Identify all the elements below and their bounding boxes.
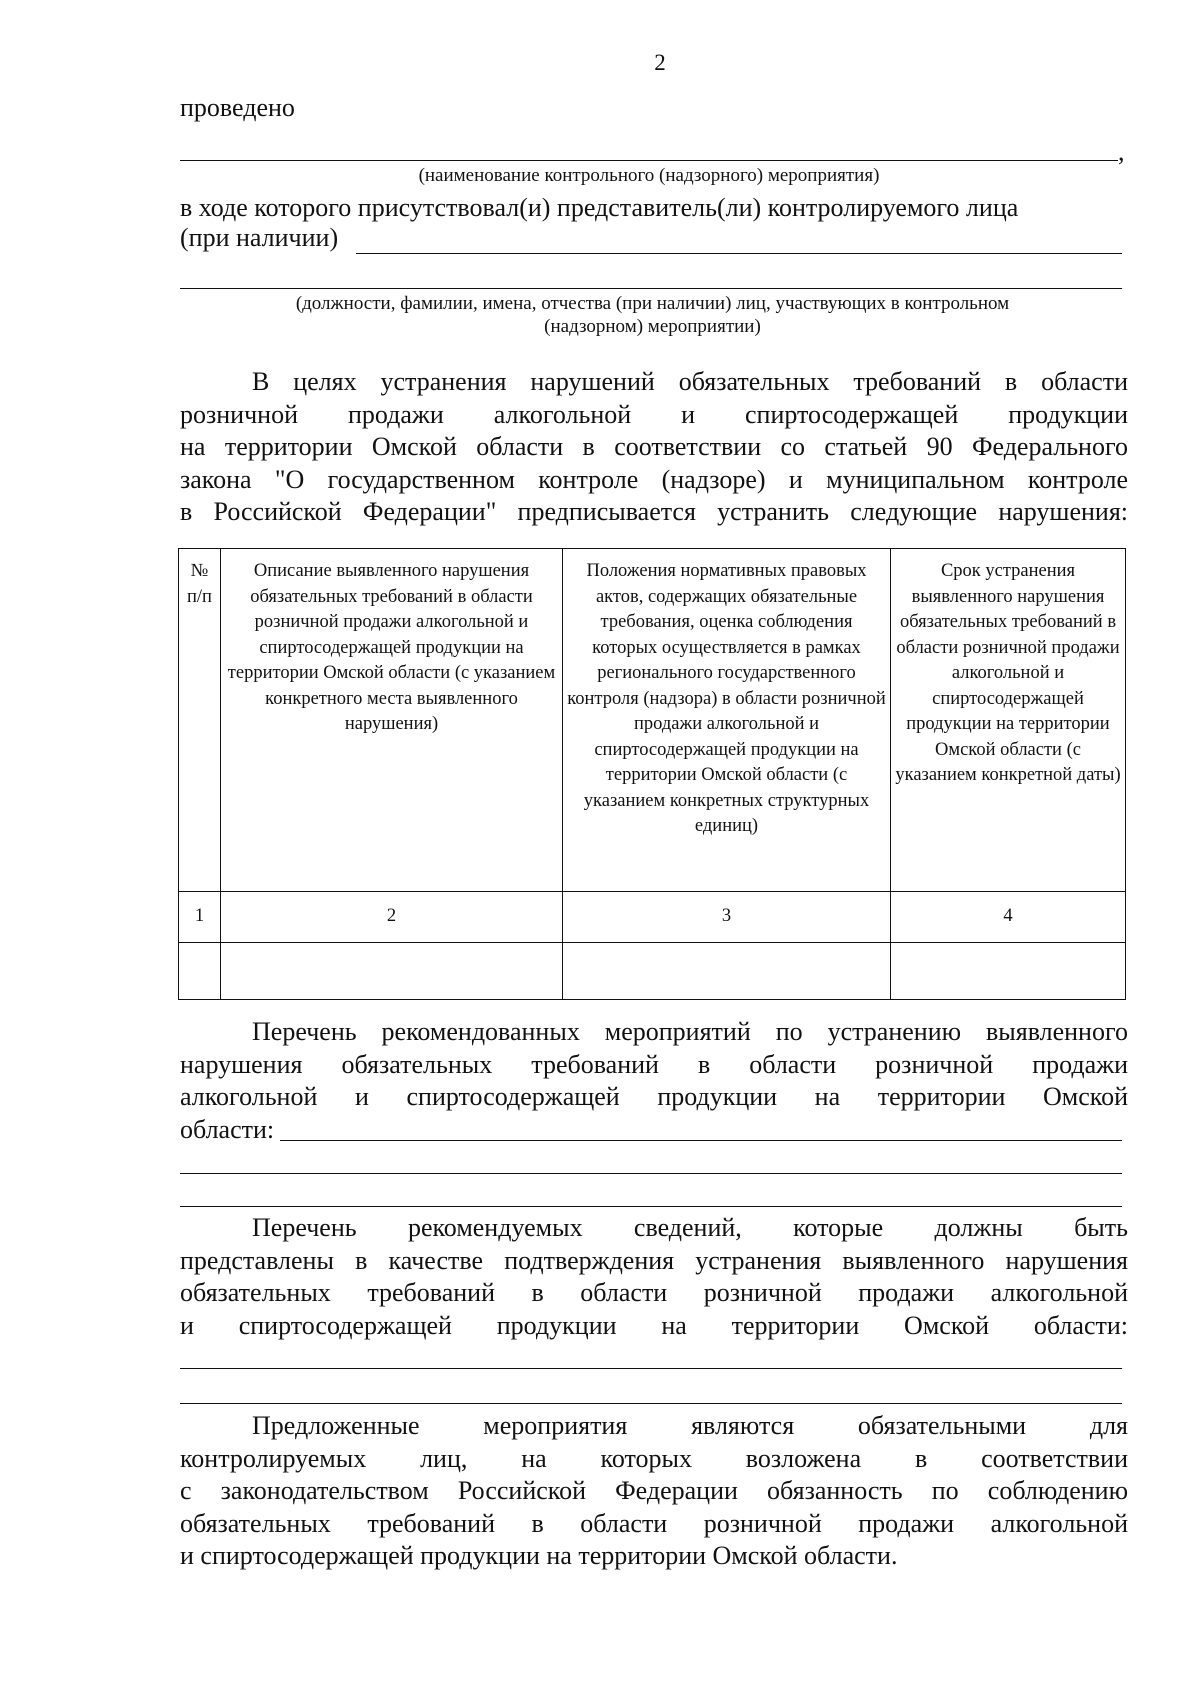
recommended-measures-paragraph xyxy=(180,1016,1128,1146)
final-line: и спиртосодержащей продукции на территории Омской области. xyxy=(180,1541,898,1570)
measures-line: области: xyxy=(180,1114,275,1144)
presence-text-line2: (при наличии) xyxy=(180,223,339,252)
table-row xyxy=(179,943,1126,1000)
info-line: и спиртосодержащей продукции на территории Омской области: xyxy=(180,1310,1128,1340)
prescription-line: розничной продажи алкогольной и спиртосодержащей продукции xyxy=(180,399,1128,429)
event-caption: (наименование контрольного (надзорного) мероприятия) xyxy=(418,165,880,186)
final-line: Предложенные мероприятия являются обязательными для xyxy=(252,1411,1128,1440)
table-header-row xyxy=(179,549,1126,892)
info-blank-line xyxy=(180,1368,1122,1369)
final-line: с законодательством Российской Федерации обязанность по соблюдению xyxy=(180,1476,1128,1505)
prescription-paragraph xyxy=(180,366,1128,529)
measures-blank-line xyxy=(180,1206,1122,1207)
prescription-line: закона "О государственном контроле (надзоре) и муниципальном контроле xyxy=(180,464,1128,494)
final-line: контролируемых лиц, на которых возложена в соответствии xyxy=(180,1443,1128,1473)
measures-blank-line xyxy=(180,1173,1122,1174)
info-line: обязательных требований в области розничной продажи алкогольной xyxy=(180,1278,1128,1307)
measures-line: Перечень рекомендованных мероприятий по устранению выявленного xyxy=(252,1017,1128,1046)
violations-table xyxy=(178,548,1126,1000)
header-number: № п/п xyxy=(179,549,221,892)
table-column-numbers-row xyxy=(179,892,1126,943)
measures-blank-line xyxy=(280,1140,1122,1141)
measures-line: алкогольной и спиртосодержащей продукции на территории Омской xyxy=(180,1082,1128,1111)
presence-text-line1: в ходе которого присутствовал(и) представитель(ли) контролируемого лица xyxy=(180,193,1019,222)
table-cell xyxy=(221,943,563,1000)
table-cell xyxy=(179,943,221,1000)
prescription-line: В целях устранения нарушений обязательных требований в области xyxy=(252,367,1128,396)
final-line: обязательных требований в области розничной продажи алкогольной xyxy=(180,1508,1128,1538)
persons-caption-line1: (должности, фамилии, имена, отчества (при наличии) лиц, участвующих в контрольном xyxy=(295,293,1010,314)
measures-line: нарушения обязательных требований в области розничной продажи xyxy=(180,1049,1128,1079)
table-cell xyxy=(891,943,1126,1000)
info-line: представлены в качестве подтверждения устранения выявленного нарушения xyxy=(180,1245,1128,1275)
table-cell xyxy=(563,943,891,1000)
header-deadline: Срок устранения выявленного нарушения обязательных требований в области розничной продажи алкогольной и спиртосодержащей продукции на территории Омской области (с указанием конкретной даты) xyxy=(891,549,1126,892)
prescription-line: на территории Омской области в соответствии со статьей 90 Федерального xyxy=(180,432,1128,461)
persons-caption-line2: (надзорном) мероприятии) xyxy=(544,316,761,337)
recommended-info-paragraph xyxy=(180,1212,1128,1342)
conducted-label: проведено xyxy=(180,93,295,122)
presence-blank-line xyxy=(356,253,1122,254)
info-line: Перечень рекомендуемых сведений, которые должны быть xyxy=(252,1213,1128,1242)
event-comma: , xyxy=(1118,137,1125,166)
column-number: 4 xyxy=(891,892,1126,943)
column-number: 1 xyxy=(179,892,221,943)
prescription-line: в Российской Федерации" предписывается устранить следующие нарушения: xyxy=(180,497,1128,526)
header-description: Описание выявленного нарушения обязательных требований в области розничной продажи алкогольной и спиртосодержащей продукции на территории Омской области (с указанием конкретного места выявленного нарушения) xyxy=(221,549,563,892)
persons-blank-line xyxy=(180,288,1122,289)
column-number: 2 xyxy=(221,892,563,943)
final-statement-paragraph xyxy=(180,1410,1128,1573)
page-number: 2 xyxy=(654,50,666,75)
event-blank-line xyxy=(180,160,1118,161)
column-number: 3 xyxy=(563,892,891,943)
header-legal-provisions: Положения нормативных правовых актов, содержащих обязательные требования, оценка соблюдения которых осуществляется в рамках регионального государственного контроля (надзора) в области розничной продажи алкогольной и спиртосодержащей продукции на территории Омской области (с указанием конкретных структурных единиц) xyxy=(563,549,891,892)
info-blank-line xyxy=(180,1403,1122,1404)
